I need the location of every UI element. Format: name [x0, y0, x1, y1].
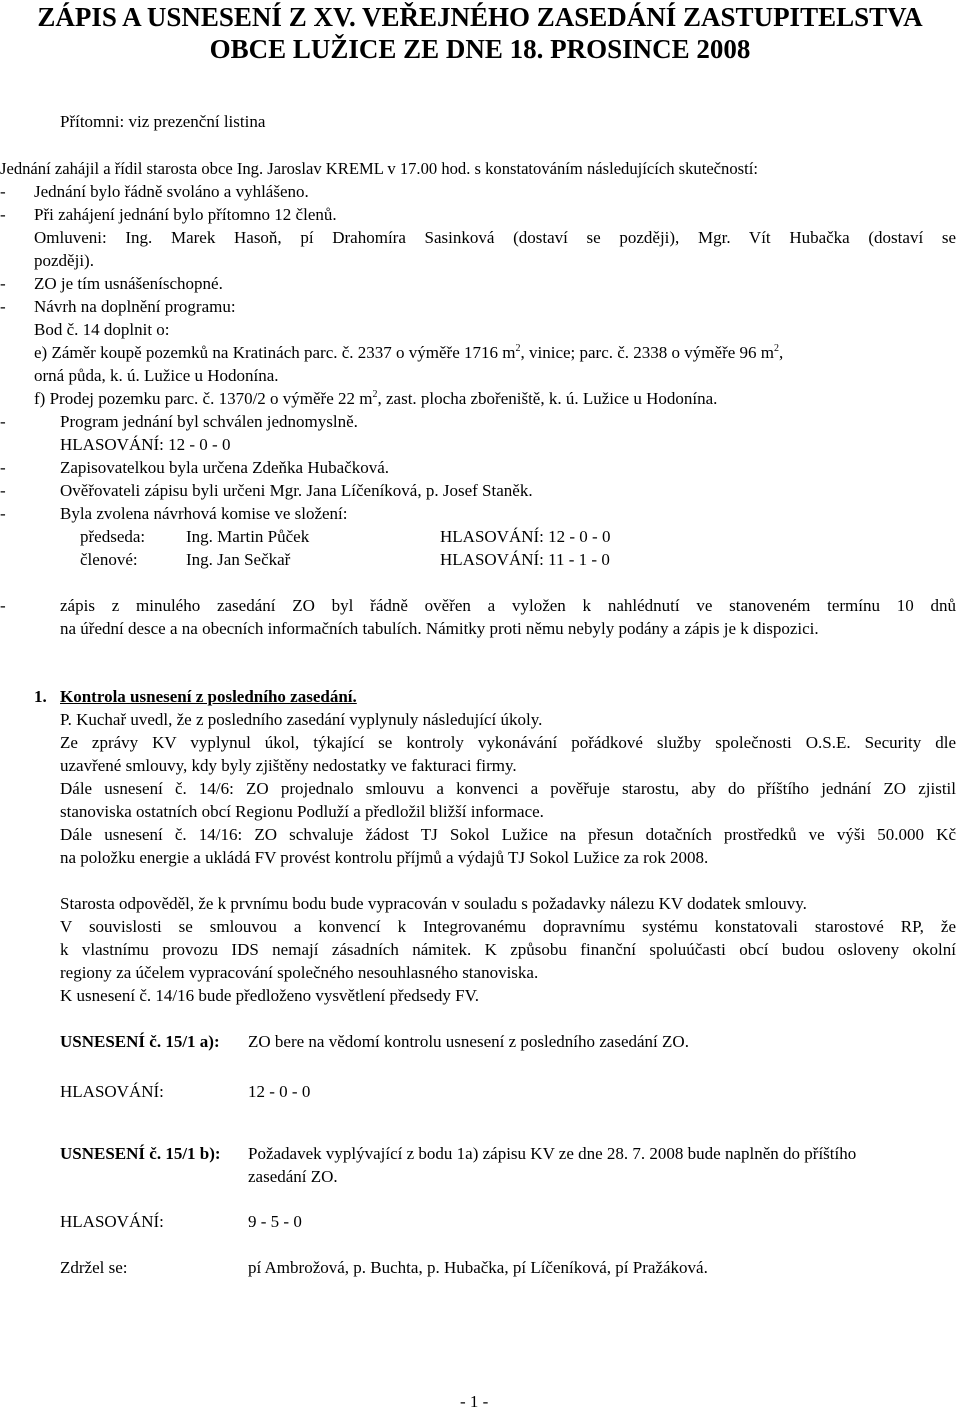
item14-line: Bod č. 14 doplnit o: — [34, 320, 170, 339]
excused-line-2: později). — [34, 251, 94, 270]
fact-present-count: Při zahájení jednání bylo přítomno 12 členů. — [34, 205, 337, 224]
dash-marker: - — [0, 205, 6, 224]
item-e-text-b: , vinice; parc. č. 2338 o výměře 96 m — [520, 343, 775, 362]
vote-b-result: 9 - 5 - 0 — [248, 1212, 302, 1231]
resolution-a-label: USNESENÍ č. 15/1 a): — [60, 1032, 220, 1051]
item-f-line — [34, 389, 717, 409]
section-number: 1. — [34, 687, 47, 706]
vote-label: HLASOVÁNÍ: — [60, 1082, 164, 1101]
chair-vote: HLASOVÁNÍ: 12 - 0 - 0 — [440, 527, 611, 546]
section-p6-line-3: regiony za účelem vypracování společného nesouhlasného stanoviska. — [60, 963, 539, 982]
resolution-b-text-line-1: Požadavek vyplývající z bodu 1a) zápisu KV ze dne 28. 7. 2008 bude naplněn do příštího — [248, 1144, 857, 1163]
fact-convened: Jednání bylo řádně svoláno a vyhlášeno. — [34, 182, 309, 201]
vote-a-result: 12 - 0 - 0 — [248, 1082, 311, 1101]
verifiers-line: Ověřovateli zápisu byli určeni Mgr. Jana Líčeníková, p. Josef Staněk. — [60, 481, 533, 500]
members-name: Ing. Jan Sečkař — [186, 550, 291, 569]
section-heading: Kontrola usnesení z posledního zasedání. — [60, 687, 357, 706]
dash-marker: - — [0, 596, 6, 615]
section-p6-line-1: V souvislosti se smlouvou a konvencí k Integrovanému dopravnímu systému konstatovali starostové RP, že — [60, 917, 956, 936]
section-p2-line-2: uzavřené smlouvy, kdy byly zjištěny nedostatky ve fakturaci firmy. — [60, 756, 517, 775]
members-vote: HLASOVÁNÍ: 11 - 1 - 0 — [440, 550, 610, 569]
minutes-line-2: na úřední desce a na obecních informačních tabulích. Námitky proti němu nebyly podány a zápis je k dispozici. — [60, 619, 819, 638]
item-e-text-a: e) Záměr koupě pozemků na Kratinách parc. č. 2337 o výměře 1716 m — [34, 343, 516, 362]
superscript-2: 2 — [372, 389, 378, 400]
members-label: členové: — [80, 550, 138, 569]
dash-marker: - — [0, 504, 6, 523]
resolution-b-text-line-2: zasedání ZO. — [248, 1167, 338, 1186]
item-f-text-b: , zast. plocha zbořeniště, k. ú. Lužice u Hodonína. — [377, 389, 718, 408]
item-e-text-c: , — [779, 343, 784, 362]
resolution-b-label: USNESENÍ č. 15/1 b): — [60, 1144, 221, 1163]
section-p6-line-2: k vlastnímu provozu IDS nemají zásadních námitek. K způsobu finanční spoluúčasti obcí budou osloveny okolní — [60, 940, 956, 959]
item-f-text-a: f) Prodej pozemku parc. č. 1370/2 o výměře 22 m — [34, 389, 373, 408]
approved-line: Program jednání byl schválen jednomyslně. — [60, 412, 358, 431]
dash-marker: - — [0, 412, 6, 431]
superscript-2: 2 — [515, 343, 521, 354]
section-p1: P. Kuchař uvedl, že z posledního zasedání vyplynuly následující úkoly. — [60, 710, 543, 729]
proposal-line: Návrh na doplnění programu: — [34, 297, 236, 316]
recorder-line: Zapisovatelkou byla určena Zdeňka Hubačková. — [60, 458, 390, 477]
section-p7: K usnesení č. 14/16 bude předloženo vysvětlení předsedy FV. — [60, 986, 479, 1005]
section-p3-line-2: stanoviska ostatních obcí Regionu Podluží a předložil bližší informace. — [60, 802, 544, 821]
section-p5: Starosta odpověděl, že k prvnímu bodu bude vypracován v souladu s požadavky nálezu KV dodatek smlouvy. — [60, 894, 807, 913]
vote-line-1: HLASOVÁNÍ: 12 - 0 - 0 — [60, 435, 231, 454]
item-e-line-2: orná půda, k. ú. Lužice u Hodonína. — [34, 366, 279, 385]
chair-name: Ing. Martin Půček — [186, 527, 310, 546]
dash-marker: - — [0, 458, 6, 477]
dash-marker: - — [0, 481, 6, 500]
resolution-a-text: ZO bere na vědomí kontrolu usnesení z posledního zasedání ZO. — [248, 1032, 689, 1051]
page-number: - 1 - — [460, 1392, 489, 1411]
chair-label: předseda: — [80, 527, 146, 546]
dash-marker: - — [0, 182, 6, 201]
section-p2-line-1: Ze zprávy KV vyplynul úkol, týkající se kontroly vykonávání pořádkové služby společnosti O.S.E. Security dle — [60, 733, 956, 752]
vote-label: HLASOVÁNÍ: — [60, 1212, 164, 1231]
document-title-line-1: ZÁPIS A USNESENÍ Z XV. VEŘEJNÉHO ZASEDÁNÍ ZASTUPITELSTVA — [37, 2, 923, 32]
dash-marker: - — [0, 297, 6, 316]
section-p4-line-1: Dále usnesení č. 14/16: ZO schvaluje žádost TJ Sokol Lužice na přesun dotačních prostředků ve výši 50.000 Kč — [60, 825, 956, 844]
excused-line-1: Omluveni: Ing. Marek Hasoň, pí Drahomíra Sasinková (dostaví se později), Mgr. Vít Hubačka (dostaví se — [34, 228, 956, 247]
section-p4-line-2: na položku energie a ukládá FV provést kontrolu příjmů a výdajů TJ Sokol Lužice za rok 2008. — [60, 848, 709, 867]
abstain-names: pí Ambrožová, p. Buchta, p. Hubačka, pí Líčeníková, pí Pražáková. — [248, 1258, 708, 1277]
quorum-line: ZO je tím usnášeníschopné. — [34, 274, 223, 293]
item-e-line-1 — [34, 343, 783, 363]
present-line: Přítomni: viz prezenční listina — [60, 112, 266, 131]
committee-line: Byla zvolena návrhová komise ve složení: — [60, 504, 348, 523]
superscript-2: 2 — [774, 343, 780, 354]
opened-line: Jednání zahájil a řídil starosta obce Ing. Jaroslav KREML v 17.00 hod. s konstatováním následujících skutečností: — [0, 159, 758, 178]
abstain-label: Zdržel se: — [60, 1258, 128, 1277]
document-title-line-2: OBCE LUŽICE ZE DNE 18. PROSINCE 2008 — [209, 34, 751, 64]
minutes-line-1: zápis z minulého zasedání ZO byl řádně ověřen a vyložen k nahlédnutí ve stanoveném termínu 10 dnů — [60, 596, 956, 615]
dash-marker: - — [0, 274, 6, 293]
section-p3-line-1: Dále usnesení č. 14/6: ZO projednalo smlouvu a konvenci a pověřuje starostu, aby do příštího jednání ZO zjistil — [60, 779, 956, 798]
